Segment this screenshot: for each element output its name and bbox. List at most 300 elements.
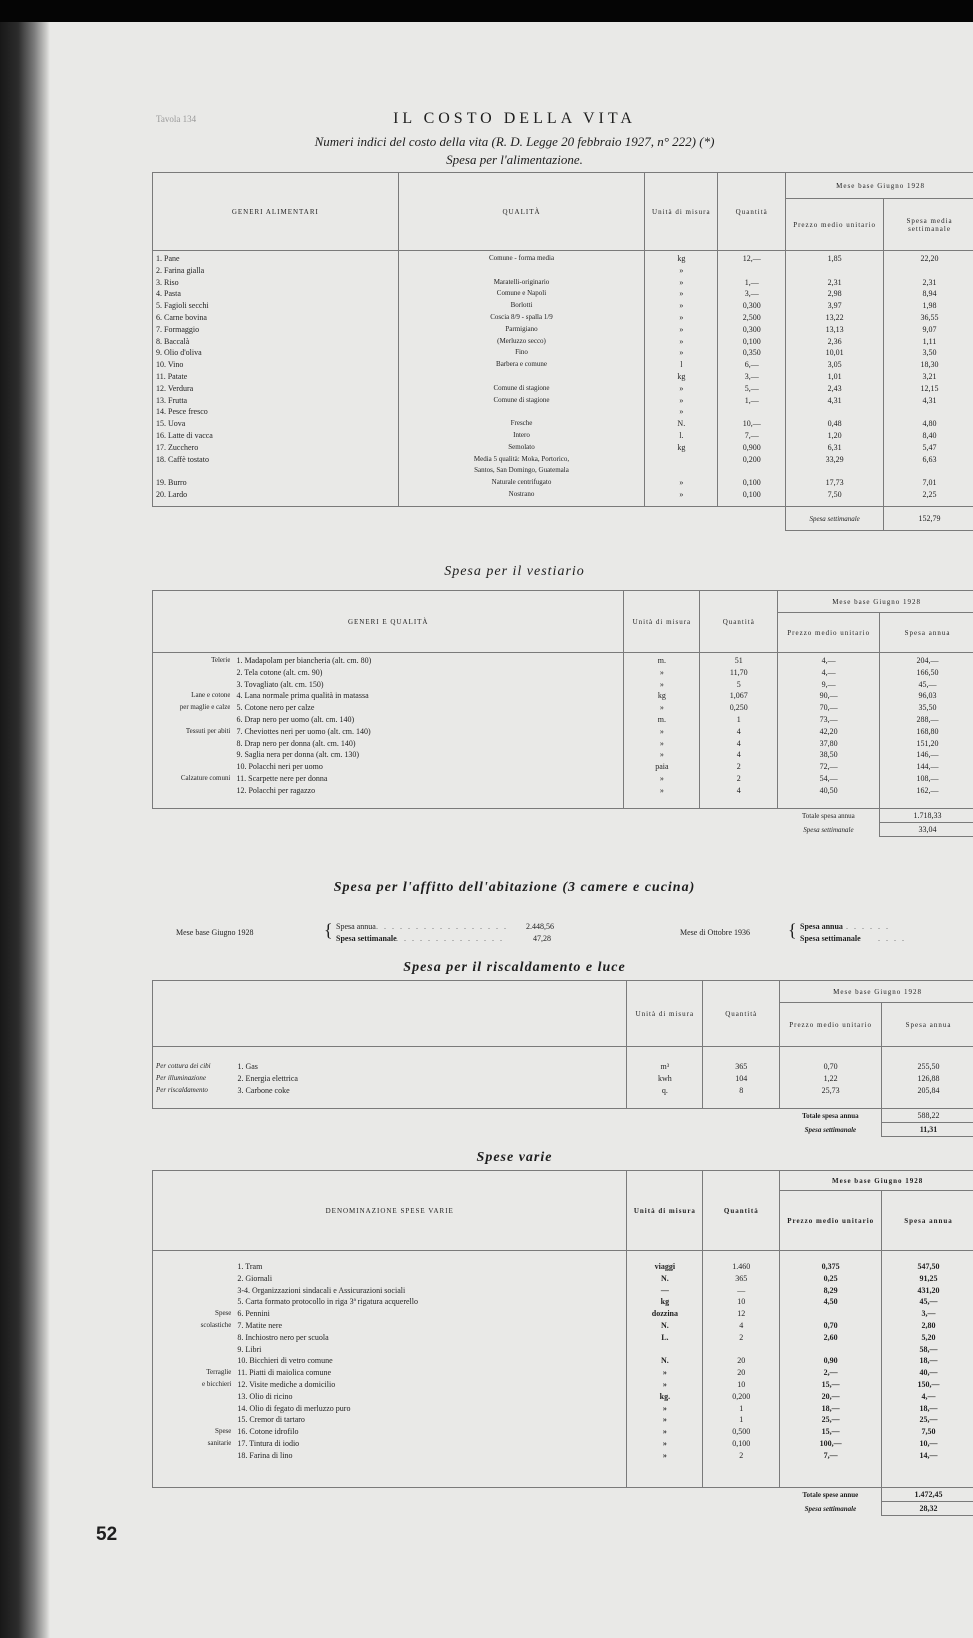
- food-price: 2,31: [827, 277, 842, 287]
- misc-price: 0,25: [823, 1273, 838, 1283]
- clothing-item: 5. Cotone nero per calze: [236, 703, 315, 713]
- food-price: 3,05: [827, 360, 842, 370]
- food-unit: »: [679, 312, 684, 322]
- misc-unit: L.: [661, 1332, 669, 1342]
- food-price: 13,22: [825, 312, 844, 322]
- food-price: [789, 465, 880, 477]
- misc-unit: N.: [661, 1273, 669, 1283]
- clothing-group: [156, 749, 230, 761]
- misc-unit: kg.: [659, 1391, 671, 1401]
- misc-quantity: 20: [737, 1356, 746, 1366]
- misc-annual: 547,50: [917, 1262, 940, 1271]
- clothing-unit: m.: [657, 656, 666, 665]
- misc-annual: 5,20: [921, 1332, 936, 1342]
- misc-quantity: [706, 1462, 776, 1474]
- clothing-annual: 108,—: [916, 773, 939, 783]
- food-quantity: 0,350: [742, 348, 761, 358]
- heating-header-quantita: Quantità: [703, 981, 780, 1047]
- food-header-spesa: Spesa media settimanale: [884, 199, 973, 251]
- food-name: [156, 465, 395, 477]
- clothing-total-weekly: 33,04: [880, 823, 973, 837]
- clothing-price: 72,—: [819, 762, 838, 772]
- table-label: Tavola 134: [156, 114, 197, 124]
- food-weekly: 2,25: [922, 489, 937, 499]
- misc-section-title: Spese varie: [476, 1150, 553, 1165]
- food-quality: Coscia 8/9 - spalla 1/9: [490, 312, 553, 321]
- food-unit: l.: [679, 430, 684, 440]
- misc-annual: [885, 1473, 972, 1485]
- food-quantity: 6,—: [744, 360, 759, 370]
- clothing-item: 1. Madapolam per biancheria (alt. cm. 80): [236, 656, 372, 665]
- food-price: 13,13: [825, 324, 844, 334]
- misc-annual: 25,—: [919, 1415, 938, 1425]
- clothing-group: [156, 714, 230, 726]
- food-header-qualita: QUALITÀ: [398, 173, 645, 251]
- food-name: 7. Formaggio: [156, 324, 200, 334]
- food-unit: »: [679, 383, 684, 393]
- food-quantity: 0,100: [742, 336, 761, 346]
- misc-item: 7. Matite nere: [237, 1320, 283, 1330]
- misc-item: 10. Bicchieri di vetro comune: [237, 1356, 333, 1366]
- clothing-quantity: 51: [734, 656, 743, 665]
- misc-group: [156, 1414, 231, 1426]
- food-weekly: 36,55: [920, 312, 939, 322]
- misc-item: [237, 1473, 623, 1485]
- clothing-quantity: 1,067: [729, 691, 748, 701]
- food-quantity: 0,300: [742, 324, 761, 334]
- rent-leader-dots: . . . . . . . . . . . . . .: [396, 934, 504, 943]
- misc-item: 18. Farina di lino: [237, 1450, 293, 1460]
- misc-item: 11. Piatti di maiolica comune: [237, 1368, 332, 1378]
- food-section-title: Spesa per l'alimentazione.: [446, 152, 583, 167]
- heating-annual: 126,88: [917, 1073, 940, 1083]
- food-weekly: [887, 406, 972, 418]
- misc-total-weekly: 28,32: [882, 1502, 973, 1516]
- clothing-unit: »: [659, 785, 664, 795]
- clothing-item: 11. Scarpette nere per donna: [236, 773, 328, 783]
- misc-group: Terraglie: [206, 1368, 232, 1377]
- food-quality: Fresche: [510, 419, 533, 428]
- food-weekly: 2,31: [922, 277, 937, 287]
- misc-annual: 10,—: [919, 1438, 938, 1448]
- misc-unit: »: [662, 1415, 667, 1425]
- clothing-quantity: 2: [736, 762, 741, 772]
- heating-item: 2. Energia elettrica: [237, 1073, 298, 1083]
- clothing-header-quantita: Quantità: [700, 591, 778, 653]
- food-quality: Comune - forma media: [488, 254, 555, 262]
- misc-annual: 150,—: [917, 1379, 940, 1389]
- misc-header-quantita: Quantità: [703, 1171, 780, 1251]
- clothing-item: 10. Polacchi neri per uomo: [236, 762, 323, 772]
- food-weekly: [887, 265, 972, 277]
- rent-weekly-value: 47,28: [533, 934, 551, 943]
- food-quantity: 0,300: [742, 301, 761, 311]
- food-weekly: 3,50: [922, 348, 937, 358]
- misc-item: 15. Cremor di tartaro: [237, 1415, 305, 1425]
- misc-price: 2,—: [823, 1368, 838, 1378]
- clothing-unit: »: [659, 750, 664, 760]
- food-quality: Barbera e comune: [496, 360, 547, 369]
- food-quality: (Merluzzo secco): [497, 336, 546, 345]
- clothing-unit: »: [659, 773, 664, 783]
- clothing-unit: »: [659, 679, 664, 689]
- misc-quantity: 365: [735, 1273, 748, 1283]
- misc-group: [156, 1261, 231, 1273]
- food-table: [152, 172, 973, 531]
- heating-header-prezzo: Prezzo medio unitario: [780, 1003, 882, 1047]
- food-unit: kg: [677, 254, 686, 263]
- food-quality: Santos, San Domingo, Guatemala: [474, 466, 569, 475]
- food-header-quantita: Quantità: [718, 173, 786, 251]
- clothing-item: 12. Polacchi per ragazzo: [236, 785, 316, 795]
- clothing-group: Calzature comuni: [180, 773, 231, 782]
- heating-table: [152, 980, 973, 1137]
- food-weekly: 22,20: [920, 254, 939, 263]
- rent-weekly-label: Spesa settimanale: [336, 934, 397, 943]
- page-number: 52: [96, 1524, 118, 1545]
- clothing-header-unita: Unità di misura: [624, 591, 700, 653]
- clothing-price: 40,50: [819, 785, 838, 795]
- clothing-header-prezzo: Prezzo medio unitario: [778, 613, 880, 653]
- misc-item: 14. Olio di fegato di merluzzo puro: [237, 1403, 351, 1413]
- food-name: 10. Vino: [156, 360, 184, 370]
- misc-price: 18,—: [821, 1403, 840, 1413]
- clothing-annual: 166,50: [916, 667, 939, 677]
- food-quality: Semolato: [508, 442, 535, 451]
- misc-total-weekly-label: Spesa settimanale: [804, 1504, 857, 1513]
- clothing-item: 3. Tovagliato (alt. cm. 150): [236, 679, 324, 689]
- heating-total-annual: 588,22: [882, 1109, 973, 1123]
- heating-unit: kwh: [657, 1073, 672, 1083]
- misc-unit: »: [662, 1427, 667, 1437]
- food-unit: »: [679, 301, 684, 311]
- food-name: 15. Uova: [156, 419, 186, 429]
- misc-price: 8,29: [823, 1285, 838, 1295]
- food-name: 9. Olio d'oliva: [156, 348, 202, 358]
- rent-annual-label: Spesa annua: [336, 922, 376, 931]
- misc-price: 0,375: [821, 1262, 840, 1271]
- food-price: 6,31: [827, 442, 842, 452]
- clothing-total-annual-label: Totale spesa annua: [802, 811, 855, 820]
- food-weekly: 7,01: [922, 478, 937, 488]
- misc-annual: 45,—: [919, 1297, 938, 1307]
- food-price: 2,98: [827, 289, 842, 299]
- misc-unit: »: [662, 1403, 667, 1413]
- food-quantity: 0,100: [742, 489, 761, 499]
- misc-quantity: 0,200: [732, 1391, 751, 1401]
- clothing-group: [156, 667, 230, 679]
- food-weekly: 5,47: [922, 442, 937, 452]
- clothing-header-mese: Mese base Giugno 1928: [778, 591, 973, 613]
- food-quality: Maratelli-originario: [493, 277, 550, 286]
- misc-annual: 431,20: [917, 1285, 940, 1295]
- food-quantity: 5,—: [744, 383, 759, 393]
- food-weekly: 4,31: [922, 395, 937, 405]
- misc-price: [783, 1344, 878, 1356]
- clothing-item: 6. Drap nero per uomo (alt. cm. 140): [236, 714, 355, 724]
- clothing-group: [156, 738, 230, 750]
- clothing-price: 9,—: [821, 679, 836, 689]
- misc-quantity: [706, 1344, 776, 1356]
- food-unit: »: [679, 395, 684, 405]
- food-quality: Borlotti: [510, 301, 533, 310]
- food-quality: Comune di stagione: [493, 395, 550, 404]
- misc-item: 8. Inchiostro nero per scuola: [237, 1332, 329, 1342]
- misc-total-annual: 1.472,45: [882, 1488, 973, 1502]
- food-quantity: 1,—: [744, 395, 759, 405]
- heating-quantity: 365: [735, 1062, 748, 1071]
- clothing-header-genere: GENERI E QUALITÀ: [153, 591, 624, 653]
- clothing-unit: kg: [657, 691, 666, 701]
- food-name: 20. Lardo: [156, 489, 188, 499]
- food-unit: »: [679, 265, 684, 275]
- food-price: 4,31: [827, 395, 842, 405]
- misc-item: 17. Tintura di iodio: [237, 1438, 300, 1448]
- clothing-price: 90,—: [819, 691, 838, 701]
- misc-item: 16. Cotone idrofilo: [237, 1427, 299, 1437]
- food-quality: Media 5 qualità: Moka, Portorico,: [473, 454, 570, 463]
- clothing-quantity: 4: [736, 726, 741, 736]
- misc-price: 20,—: [821, 1391, 840, 1401]
- document-page: [56, 22, 973, 1638]
- food-price: 1,85: [827, 254, 842, 263]
- clothing-annual: 144,—: [916, 762, 939, 772]
- food-name: 5. Fagioli secchi: [156, 301, 209, 311]
- food-price: 33,29: [825, 454, 844, 464]
- food-quality: Nostrano: [508, 489, 535, 498]
- food-quality: Parmigiano: [505, 324, 538, 333]
- heating-section-title: Spesa per il riscaldamento e luce: [403, 960, 626, 975]
- food-weekly: 8,94: [922, 289, 937, 299]
- food-weekly: 6,63: [922, 454, 937, 464]
- rent-left-label: Mese base Giugno 1928: [176, 928, 254, 937]
- misc-quantity: 12: [737, 1309, 746, 1319]
- misc-item: 12. Visite mediche a domicilio: [237, 1379, 336, 1389]
- clothing-group: [156, 679, 230, 691]
- heating-annual: 255,50: [917, 1062, 940, 1071]
- food-weekly: [887, 465, 972, 477]
- misc-quantity: [706, 1473, 776, 1485]
- clothing-group: per maglie e calze: [179, 703, 231, 712]
- misc-header-prezzo: Prezzo medio unitario: [780, 1191, 882, 1251]
- heating-quantity: 8: [739, 1085, 744, 1095]
- misc-annual: 3,—: [921, 1309, 936, 1319]
- food-quantity: 3,—: [744, 371, 759, 381]
- clothing-annual: 288,—: [916, 714, 939, 724]
- food-price: [789, 406, 880, 418]
- misc-unit: [630, 1462, 699, 1474]
- food-unit: »: [679, 324, 684, 334]
- heating-header-spesa: Spesa annua: [882, 1003, 973, 1047]
- clothing-annual: 35,50: [918, 703, 937, 713]
- misc-price: 25,—: [821, 1415, 840, 1425]
- food-unit: »: [679, 489, 684, 499]
- misc-total-annual-label: Totale spese annue: [802, 1490, 859, 1499]
- misc-quantity: 2: [739, 1332, 744, 1342]
- heating-price: 25,73: [821, 1085, 840, 1095]
- food-unit: kg: [677, 442, 686, 452]
- misc-header-spesa: Spesa annua: [882, 1191, 973, 1251]
- clothing-price: 4,—: [821, 667, 836, 677]
- food-quality: Comune e Napoli: [496, 289, 547, 298]
- food-total-label: Spesa settimanale: [786, 507, 884, 531]
- food-header-genere: GENERI ALIMENTARI: [153, 173, 399, 251]
- food-name: 6. Carne bovina: [156, 312, 207, 322]
- clothing-annual: 146,—: [916, 750, 939, 760]
- misc-group: [156, 1332, 231, 1344]
- heating-quantity: 104: [735, 1073, 748, 1083]
- misc-group: [156, 1462, 231, 1474]
- food-price: 3,97: [827, 301, 842, 311]
- clothing-header-spesa: Spesa annua: [880, 613, 973, 653]
- misc-price: [783, 1462, 878, 1474]
- clothing-price: 42,20: [819, 726, 838, 736]
- misc-group: [156, 1285, 231, 1297]
- clothing-annual: 162,—: [916, 785, 939, 795]
- heating-use: Per riscaldamento: [156, 1085, 208, 1094]
- food-price: 0,48: [827, 419, 842, 429]
- misc-item: 3-4. Organizzazioni sindacali e Assicurazioni sociali: [237, 1285, 406, 1295]
- food-header-prezzo: Prezzo medio unitario: [786, 199, 884, 251]
- misc-price: 2,60: [823, 1332, 838, 1342]
- clothing-total-weekly-label: Spesa settimanale: [803, 825, 854, 834]
- misc-group: Spese: [215, 1309, 232, 1318]
- food-weekly: 1,98: [922, 301, 937, 311]
- clothing-group: Tessuti per abiti: [185, 726, 231, 735]
- food-quantity: 0,200: [742, 454, 761, 464]
- food-quality: [402, 265, 642, 277]
- food-price: 10,01: [825, 348, 844, 358]
- clothing-group: [156, 785, 230, 797]
- rent-left-brace: {: [324, 920, 333, 940]
- misc-group: e bicchieri: [202, 1379, 232, 1388]
- misc-annual: 18,—: [919, 1403, 938, 1413]
- misc-unit: dozzina: [651, 1309, 678, 1319]
- food-weekly: 4,80: [922, 419, 937, 429]
- food-unit: »: [679, 277, 684, 287]
- food-quantity: [721, 265, 782, 277]
- misc-group: [156, 1344, 231, 1356]
- food-unit: »: [679, 336, 684, 346]
- misc-annual: [885, 1462, 972, 1474]
- heating-item: 1. Gas: [237, 1062, 258, 1071]
- misc-annual: 91,25: [919, 1273, 938, 1283]
- rent-right-annual-label: Spesa annua: [800, 922, 843, 931]
- misc-quantity: —: [737, 1285, 746, 1295]
- misc-unit: N.: [661, 1356, 669, 1366]
- food-unit: »: [679, 407, 684, 417]
- clothing-quantity: 4: [736, 750, 741, 760]
- clothing-price: 70,—: [819, 703, 838, 713]
- misc-group: Spese: [215, 1427, 232, 1436]
- misc-quantity: 1: [739, 1415, 744, 1425]
- misc-group: scolastiche: [200, 1320, 232, 1329]
- food-price: 2,43: [827, 383, 842, 393]
- rent-leader-dots: . . . .: [878, 934, 906, 943]
- clothing-unit: paia: [655, 762, 669, 772]
- misc-table: [152, 1170, 973, 1516]
- misc-quantity: 10: [737, 1297, 746, 1307]
- heating-total-annual-label: Totale spesa annua: [802, 1111, 859, 1120]
- clothing-item: 4. Lana normale prima qualità in matassa: [236, 691, 369, 701]
- food-weekly: 9,07: [922, 324, 937, 334]
- food-price: 7,50: [827, 489, 842, 499]
- clothing-annual: 45,—: [918, 679, 937, 689]
- food-total-value: 152,79: [884, 507, 973, 531]
- food-weekly: 1,11: [922, 336, 937, 346]
- clothing-annual: 151,20: [916, 738, 939, 748]
- misc-price: [783, 1308, 878, 1320]
- clothing-price: 4,—: [821, 656, 836, 665]
- clothing-quantity: 4: [736, 738, 741, 748]
- clothing-item: 9. Saglia nera per donna (alt. cm. 130): [236, 750, 360, 760]
- food-name: 13. Frutta: [156, 395, 188, 405]
- food-unit: N.: [677, 419, 686, 429]
- misc-quantity: 10: [737, 1379, 746, 1389]
- food-name: 8. Baccalà: [156, 336, 190, 346]
- food-name: 4. Pasta: [156, 289, 181, 299]
- heating-item: 3. Carbone coke: [237, 1085, 290, 1095]
- rent-annual-value: 2.448,56: [526, 922, 554, 931]
- clothing-quantity: 2: [736, 773, 741, 783]
- book-binding-shadow: [0, 22, 50, 1638]
- food-name: 14. Pesce fresco: [156, 407, 208, 417]
- heating-use: Per illuminazione: [156, 1073, 206, 1082]
- clothing-annual: 96,03: [918, 691, 937, 701]
- misc-unit: N.: [661, 1320, 669, 1330]
- rent-right-weekly-label: Spesa settimanale: [800, 934, 861, 943]
- food-weekly: 12,15: [920, 383, 939, 393]
- food-quantity: 7,—: [744, 430, 759, 440]
- misc-price: 7,—: [823, 1450, 838, 1460]
- food-name: 11. Patate: [156, 371, 188, 381]
- food-weekly: 18,30: [920, 360, 939, 370]
- clothing-item: 8. Drap nero per donna (alt. cm. 140): [236, 738, 356, 748]
- misc-group: sanitarie: [207, 1438, 232, 1447]
- food-quality: [402, 406, 642, 418]
- food-unit: [648, 454, 714, 466]
- clothing-quantity: 0,250: [729, 703, 748, 713]
- food-price: [789, 265, 880, 277]
- food-name: 12. Verdura: [156, 383, 194, 393]
- misc-price: [783, 1473, 878, 1485]
- food-header-unita: Unità di misura: [645, 173, 718, 251]
- clothing-unit: »: [659, 738, 664, 748]
- food-name: 17. Zucchero: [156, 442, 199, 452]
- rent-right-label: Mese di Ottobre 1936: [680, 928, 750, 937]
- misc-group: [156, 1391, 231, 1403]
- food-quality: Comune di stagione: [493, 383, 550, 392]
- food-quality: Intero: [513, 430, 530, 439]
- misc-price: 15,—: [821, 1379, 840, 1389]
- food-header-mese: Mese base Giugno 1928: [786, 173, 973, 199]
- misc-group: [156, 1473, 231, 1485]
- clothing-quantity: 5: [736, 679, 741, 689]
- page-subtitle: Numeri indici del costo della vita (R. D. Legge 20 febbraio 1927, n° 222) (*): [314, 134, 715, 149]
- misc-quantity: 1: [739, 1403, 744, 1413]
- misc-annual: 40,—: [919, 1368, 938, 1378]
- misc-group: [156, 1355, 231, 1367]
- clothing-group: [156, 761, 230, 773]
- clothing-table: [152, 590, 973, 837]
- food-unit: l: [680, 360, 683, 370]
- misc-item: [237, 1462, 623, 1474]
- misc-quantity: 0,500: [732, 1427, 751, 1437]
- misc-unit: »: [662, 1368, 667, 1378]
- food-price: 17,73: [825, 478, 844, 488]
- misc-item: 1. Tram: [237, 1262, 263, 1271]
- food-quality: Naturale centrifugato: [491, 478, 552, 487]
